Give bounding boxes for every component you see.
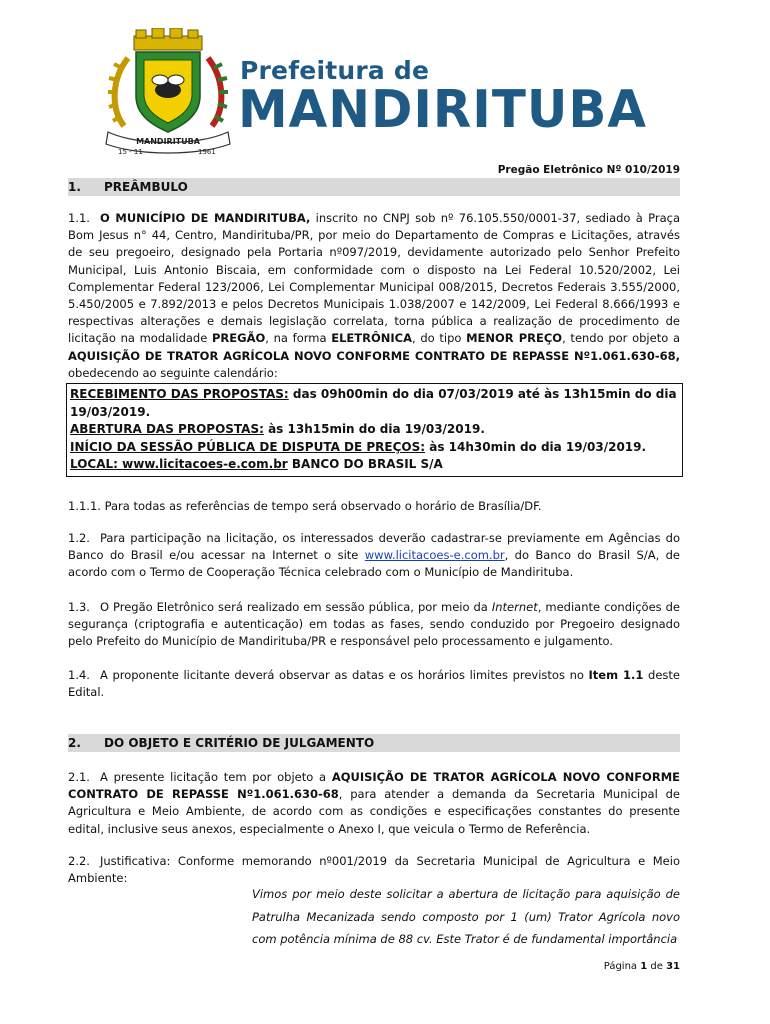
section-title: DO OBJETO E CRITÉRIO DE JULGAMENTO xyxy=(104,736,375,750)
current-page-number: 1 xyxy=(640,961,648,972)
paragraph-text: O Pregão Eletrônico será realizado em sessão pública, por meio da xyxy=(99,600,492,614)
calendar-label: RECEBIMENTO DAS PROPOSTAS: xyxy=(70,387,289,401)
justificativa-quote: Vimos por meio deste solicitar a abertura de licitação para aquisição de Patrulha Mecanizada sendo composto por 1 (um) Trator Agrícola novo com potência mínima de 88 cv. Este Trator é de fundamental importância xyxy=(252,887,680,946)
page-footer xyxy=(604,961,680,972)
section-heading-objeto xyxy=(68,734,680,752)
paragraph-text: inscrito no CNPJ sob nº 76.105.550/0001-37, sediado à Praça Bom Jesus n° 44, Centro, Mandirituba/PR, por meio do Departamento de Compras e Licitações, através de seu pregoeiro, designado pela Portaria nº097/2019, devidamente autorizado pelo Senhor Prefeito Municipal, Luis Antonio Biscaia, em conformidade com o disposto na Lei Federal 10.520/2002, Lei Complementar Federal 123/2006, Lei Complementar Municipal 008/2015, Decretos Federais 3.555/2000, 5.450/2005 e 7.892/2013 e pelos Decretos Municipais 1.038/2007 e 142/2009, Lei Federal 8.666/1993 e respectivas alterações e demais legislação correlata, torna pública a realização de procedimento de licitação na modalidade xyxy=(68,211,680,346)
footer-prefix: Página xyxy=(603,961,638,972)
paragraph-1-1 xyxy=(68,210,680,382)
paragraph-1-1-1: 1.1.1. Para todas as referências de tempo será observado o horário de Brasília/DF. xyxy=(68,499,542,513)
section-heading-preambulo xyxy=(68,178,680,196)
calendar-local xyxy=(70,456,679,474)
paragraph-number: 1.2. xyxy=(68,531,90,545)
coat-of-arms-icon xyxy=(98,28,238,158)
paragraph-text: A proponente licitante deverá observar as datas e os horários limites previstos no xyxy=(99,668,589,682)
paragraph-number: 2.1. xyxy=(68,770,90,784)
brand-prefeitura-de: Prefeitura de xyxy=(240,56,430,85)
paragraph-text: Para participação na licitação, os interessados deverão cadastrar-se previamente em Agências do Banco do Brasil e/ou acessar na Internet o site xyxy=(68,531,680,563)
paragraph-text: obedecendo ao seguinte calendário: xyxy=(68,365,278,380)
calendar-label: INÍCIO DA SESSÃO PÚBLICA DE DISPUTA DE PREÇOS: xyxy=(70,439,426,454)
svg-text:MANDIRITUBA: MANDIRITUBA xyxy=(136,137,200,146)
internet-italic: Internet xyxy=(491,600,538,614)
paragraph-number: 2.2. xyxy=(68,854,90,868)
objeto-aquisicao-bold: AQUISIÇÃO DE TRATOR AGRÍCOLA NOVO CONFORME CONTRATO DE REPASSE Nº1.061.630-68 xyxy=(68,770,680,802)
modalidade-pregao: PREGÃO xyxy=(212,331,266,346)
calendar-recebimento xyxy=(70,386,679,421)
paragraph-text: , tendo por objeto a xyxy=(562,331,680,346)
calendar-box xyxy=(66,383,683,477)
paragraph-text: Justificativa: Conforme memorando nº001/2019 da Secretaria Municipal de Agricultura e Meio Ambiente: xyxy=(68,854,680,886)
calendar-label: ABERTURA DAS PROPOSTAS: xyxy=(70,422,264,437)
calendar-value: das 09h00min do dia 07/03/2019 até às 13h15min do dia 19/03/2019. xyxy=(70,387,677,419)
forma-eletronica: ELETRÔNICA xyxy=(331,331,412,346)
paragraph-2-1 xyxy=(68,769,680,838)
item-1-1-ref: Item 1.1 xyxy=(588,668,644,682)
svg-text:15 - 11: 15 - 11 xyxy=(118,148,143,156)
paragraph-text: , mediante condições de segurança (criptografia e autenticação) em todas as fases, sendo conduzido por Pregoeiro designado pelo Prefeito do Município de Mandirituba/PR e responsável pelo processamento e julgamento. xyxy=(68,600,680,649)
paragraph-text: A presente licitação tem por objeto a xyxy=(99,770,332,784)
paragraph-text: , na forma xyxy=(265,331,332,346)
paragraph-1-3 xyxy=(68,599,680,651)
svg-text:1961: 1961 xyxy=(198,148,216,156)
paragraph-text: , do tipo xyxy=(411,331,467,346)
paragraph-1-4 xyxy=(68,667,680,701)
paragraph-number: 1.1. xyxy=(68,211,90,225)
tipo-menor-preco: MENOR PREÇO xyxy=(466,331,563,346)
calendar-value: às 14h30min do dia 19/03/2019. xyxy=(425,439,647,454)
brand-mandirituba: MANDIRITUBA xyxy=(238,80,647,140)
paragraph-text: deste Edital. xyxy=(68,668,680,700)
pregao-reference: Pregão Eletrônico Nº 010/2019 xyxy=(497,164,680,176)
calendar-local-link[interactable]: LOCAL: www.licitacoes-e.com.br xyxy=(70,457,288,472)
calendar-value: às 13h15min do dia 19/03/2019. xyxy=(263,422,485,437)
paragraph-text: , para atender a demanda da Secretaria Municipal de Agricultura e Meio Ambiente, de acordo com as condições e especificações constantes do presente edital, inclusive seus anexos, especialmente o Anexo I, que veicula o Termo de Referência. xyxy=(68,787,680,836)
calendar-inicio-sessao xyxy=(70,439,679,457)
paragraph-1-2 xyxy=(68,530,680,582)
coat-of-arms-logo xyxy=(98,28,238,158)
calendar-abertura xyxy=(70,421,679,439)
objeto-aquisicao: AQUISIÇÃO DE TRATOR AGRÍCOLA NOVO CONFORME CONTRATO DE REPASSE Nº1.061.630-68, xyxy=(68,348,680,363)
calendar-value: BANCO DO BRASIL S/A xyxy=(287,457,443,472)
licitacoes-link[interactable]: www.licitacoes-e.com.br xyxy=(364,548,505,563)
paragraph-number: 1.3. xyxy=(68,600,90,614)
section-number: 2. xyxy=(68,736,81,750)
municipio-lead: O MUNICÍPIO DE MANDIRITUBA, xyxy=(99,211,311,225)
footer-separator: de xyxy=(650,961,663,972)
paragraph-text: , do Banco do Brasil S/A, de acordo com o Termo de Cooperação Técnica celebrado com o Município de Mandirituba. xyxy=(68,548,680,580)
section-number: 1. xyxy=(68,180,81,194)
total-pages: 31 xyxy=(666,961,680,972)
paragraph-number: 1.4. xyxy=(68,668,90,682)
section-title: PREÂMBULO xyxy=(104,180,188,194)
